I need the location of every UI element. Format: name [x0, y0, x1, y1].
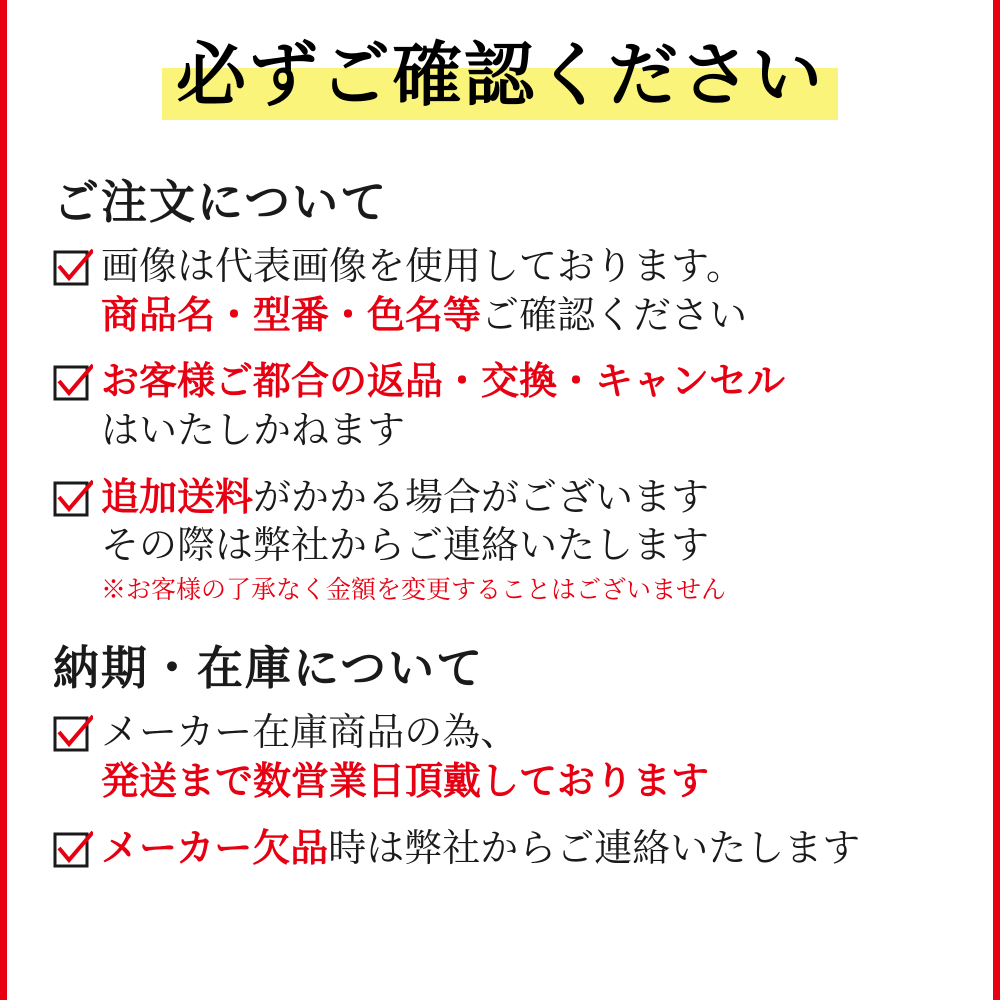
list-item-line: お客様ご都合の返品・交換・キャンセル: [101, 358, 786, 404]
list-item-line: [101, 291, 953, 340]
list-item: [47, 242, 953, 339]
list-item: [47, 708, 953, 805]
notice-content: [7, 0, 993, 1000]
emphasis-text: メーカー欠品: [101, 824, 329, 870]
section-heading-order: ご注文について: [53, 175, 389, 229]
list-item-lines: [101, 824, 953, 873]
list-item: [47, 824, 953, 873]
checkbox-checked-icon: [53, 714, 93, 754]
list-item-lines: [101, 473, 953, 607]
emphasis-text: 商品名・型番・色名等: [101, 291, 482, 337]
section-heading-delivery: 納期・在庫について: [53, 641, 485, 696]
checkbox-checked-icon: [53, 248, 93, 288]
page-title-text: 必ずご確認ください: [176, 34, 824, 116]
page-title: [162, 34, 838, 120]
list-item-note: ※お客様の了承なく金額を変更することはございません: [101, 574, 727, 604]
list-item: [47, 473, 953, 607]
list-item-lines: [101, 242, 953, 339]
checkbox-checked-icon: [53, 363, 93, 403]
plain-text: 時は弊社からご連絡いたします: [328, 825, 861, 870]
checkbox-checked-icon: [53, 830, 93, 870]
page-title-wrap: [47, 34, 953, 120]
list-item-lines: [101, 708, 953, 805]
list-item: [47, 357, 953, 454]
list-item-line: はいたしかねます: [101, 407, 406, 452]
list-item-line: [101, 824, 953, 873]
list-item-line: [101, 473, 953, 522]
emphasis-text: 追加送料: [101, 473, 254, 519]
list-item-line: 画像は代表画像を使用しております。: [101, 244, 744, 288]
list-item-line: メーカー在庫商品の為、: [101, 710, 519, 755]
list-item-line: その際は弊社からご連絡いたします: [101, 523, 710, 568]
list-item-line: 発送まで数営業日頂戴しております: [101, 757, 710, 803]
plain-text: ご確認ください: [481, 292, 748, 337]
list-item-lines: [101, 357, 953, 454]
plain-text: がかかる場合がございます: [253, 474, 710, 519]
checkbox-checked-icon: [53, 479, 93, 519]
